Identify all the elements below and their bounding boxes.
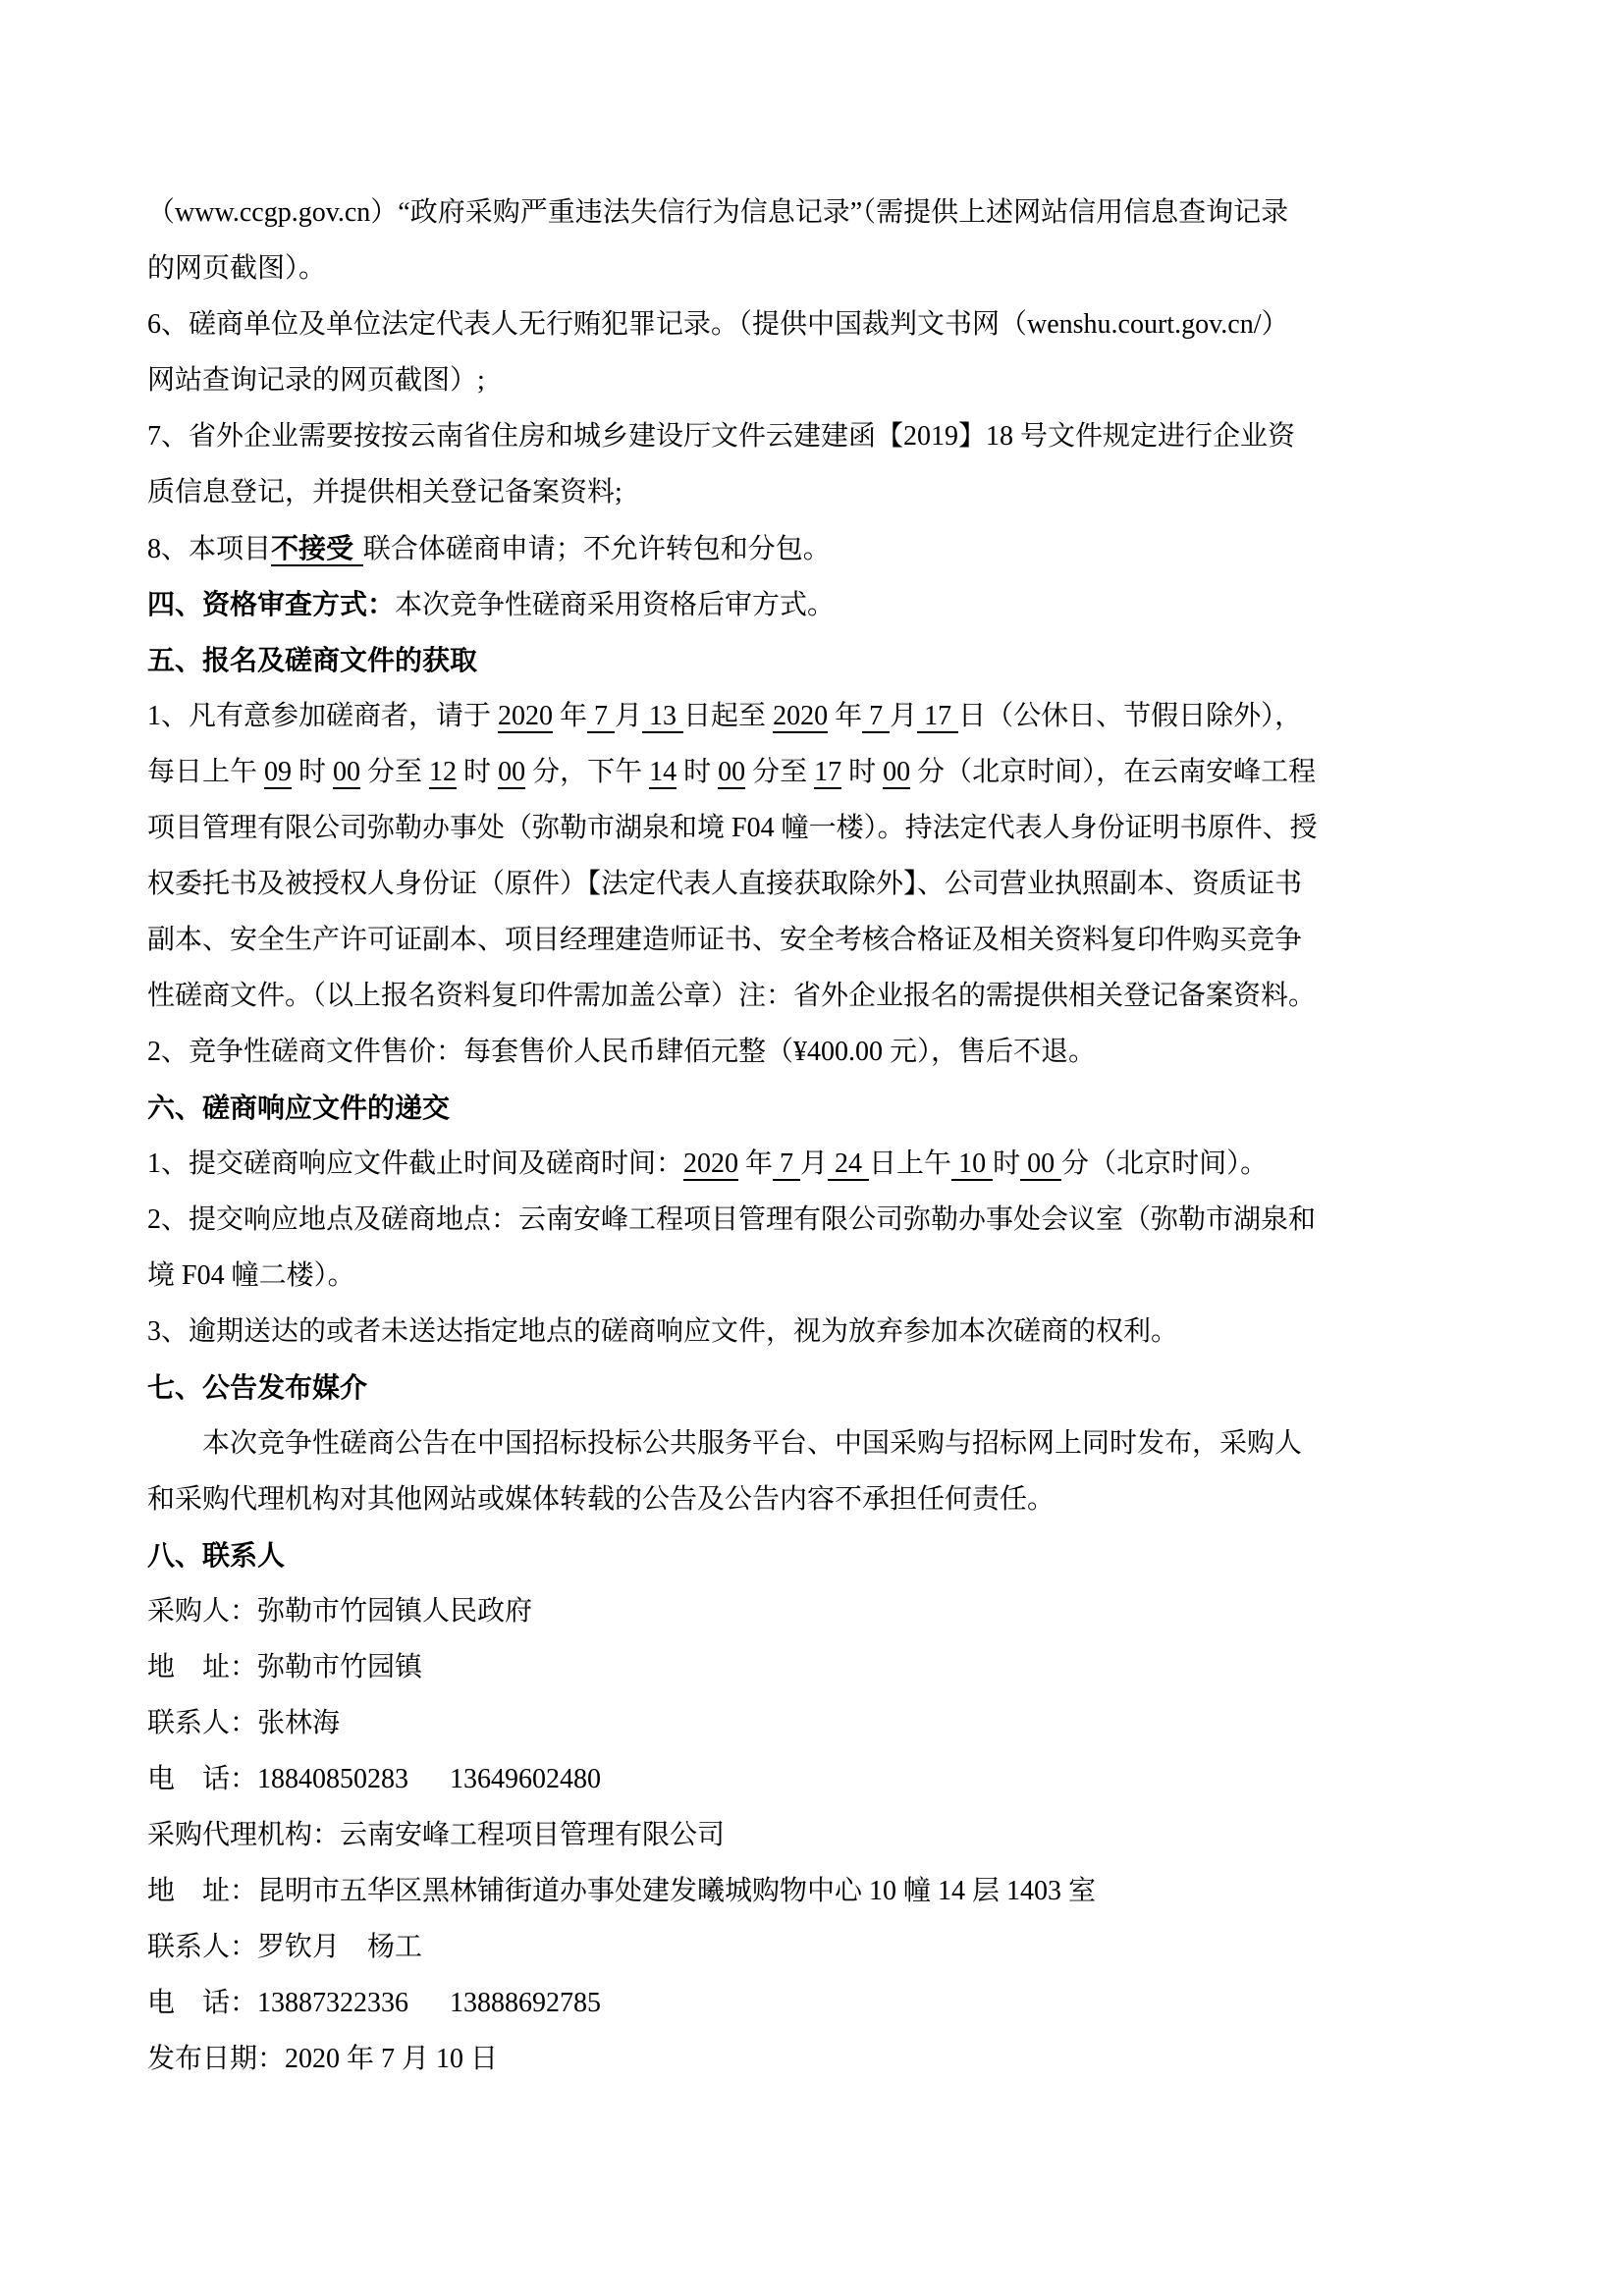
text-segment: 发布日期：2020 年 7 月 10 日 bbox=[147, 2044, 499, 2074]
text-segment: 时 bbox=[292, 757, 334, 787]
text-line bbox=[147, 632, 1487, 688]
text-line bbox=[147, 1975, 1487, 2031]
text-segment: 年 bbox=[738, 1148, 774, 1179]
text-line bbox=[147, 1639, 1487, 1695]
text-segment: 日（公休日、节假日除外）， bbox=[958, 701, 1303, 731]
text-segment: 质信息登记，并提供相关登记备案资料; bbox=[147, 477, 623, 507]
text-segment: 采购代理机构：云南安峰工程项目管理有限公司 bbox=[147, 1820, 726, 1850]
text-segment: 性磋商文件。（以上报名资料复印件需加盖公章）注：省外企业报名的需提供相关登记备案资料。 bbox=[147, 981, 1317, 1011]
text-segment: 网站查询记录的网页截图）; bbox=[147, 365, 485, 396]
underlined-text: 14 bbox=[649, 757, 677, 787]
text-line bbox=[147, 185, 1487, 240]
text-line bbox=[147, 1527, 1487, 1583]
text-segment: 地 址：昆明市五华区黑林铺街道办事处建发曦城购物中心 10 幢 14 层 1403 室 bbox=[147, 1876, 1097, 1906]
text-line bbox=[147, 1304, 1487, 1360]
document-body bbox=[147, 185, 1487, 2087]
text-segment: （www.ccgp.gov.cn）“政府采购严重违法失信行为信息记录”（需提供上述网站信用信息查询记录 bbox=[147, 197, 1289, 228]
text-segment: 时 bbox=[677, 757, 719, 787]
underlined-text: 12 bbox=[429, 757, 458, 787]
text-line bbox=[147, 352, 1487, 408]
bold-text: 五、报名及磋商文件的获取 bbox=[147, 644, 478, 676]
text-segment: 权委托书及被授权人身份证（原件）【法定代表人直接获取除外】、公司营业执照副本、资质证书 bbox=[147, 869, 1303, 899]
text-segment: 1、提交磋商响应文件截止时间及磋商时间： bbox=[147, 1148, 684, 1179]
text-line bbox=[147, 1583, 1487, 1639]
text-segment: 地 址：弥勒市竹园镇 bbox=[147, 1652, 423, 1682]
text-line bbox=[147, 1136, 1487, 1192]
text-line bbox=[147, 240, 1487, 296]
text-segment: 分至 bbox=[745, 757, 815, 787]
underlined-text: 24 bbox=[828, 1148, 870, 1179]
underlined-text: 2020 bbox=[773, 701, 829, 731]
underlined-text: 00 bbox=[498, 757, 526, 787]
text-segment: 8、本项目 bbox=[147, 534, 272, 564]
text-segment: 1、凡有意参加磋商者，请于 bbox=[147, 701, 499, 731]
text-segment: 日上午 bbox=[869, 1148, 952, 1179]
underlined-text: 不接受 bbox=[271, 532, 363, 564]
text-segment: 副本、安全生产许可证副本、项目经理建造师证书、安全考核合格证及相关资料复印件购买竞争 bbox=[147, 925, 1303, 955]
text-segment: 分（北京时间）。 bbox=[1061, 1148, 1269, 1179]
text-line bbox=[147, 968, 1487, 1024]
text-line bbox=[147, 2031, 1487, 2087]
bold-text: 六、磋商响应文件的递交 bbox=[147, 1092, 451, 1124]
text-line bbox=[147, 1919, 1487, 1975]
text-line bbox=[147, 1024, 1487, 1080]
text-line bbox=[147, 408, 1487, 464]
text-segment: 2、提交响应地点及磋商地点：云南安峰工程项目管理有限公司弥勒办事处会议室（弥勒市湖泉和 bbox=[147, 1204, 1317, 1235]
text-segment: 联系人：罗钦月 杨工 bbox=[147, 1932, 423, 1962]
text-line bbox=[147, 856, 1487, 912]
text-segment: 电 话：13887322336 13888692785 bbox=[147, 1988, 602, 2018]
text-segment: 分，下午 bbox=[525, 757, 650, 787]
underlined-text: 2020 bbox=[498, 701, 554, 731]
underlined-text: 00 bbox=[883, 757, 911, 787]
text-line bbox=[147, 1360, 1487, 1415]
text-line bbox=[147, 520, 1487, 576]
text-segment: 2、竞争性磋商文件售价：每套售价人民币肆佰元整（¥400.00 元），售后不退。 bbox=[147, 1037, 1097, 1067]
text-line bbox=[147, 744, 1487, 800]
text-line bbox=[147, 912, 1487, 968]
underlined-text: 7 bbox=[773, 1148, 801, 1179]
bold-text: 七、公告发布媒介 bbox=[147, 1371, 368, 1404]
text-segment: 分（北京时间），在云南安峰工程 bbox=[910, 757, 1317, 787]
text-segment: 本次竞争性磋商采用资格后审方式。 bbox=[395, 590, 836, 620]
text-segment: 联合体磋商申请；不允许转包和分包。 bbox=[362, 534, 831, 564]
text-segment: 分至 bbox=[360, 757, 430, 787]
text-segment: 年 bbox=[828, 701, 863, 731]
text-segment: 和采购代理机构对其他网站或媒体转载的公告及公告内容不承担任何责任。 bbox=[147, 1484, 1056, 1515]
underlined-text: 00 bbox=[718, 757, 746, 787]
text-segment: 年 bbox=[553, 701, 588, 731]
text-segment: 月 bbox=[890, 701, 918, 731]
text-segment: 时 bbox=[993, 1148, 1021, 1179]
text-line bbox=[147, 296, 1487, 352]
text-segment: 月 bbox=[800, 1148, 829, 1179]
bold-text: 八、联系人 bbox=[147, 1539, 286, 1572]
bold-text: 四、资格审查方式： bbox=[147, 588, 396, 620]
text-segment: 月 bbox=[615, 701, 643, 731]
underlined-text: 13 bbox=[642, 701, 684, 731]
text-line bbox=[147, 800, 1487, 856]
text-line bbox=[147, 1695, 1487, 1751]
underlined-text: 09 bbox=[264, 757, 293, 787]
text-segment: 的网页截图）。 bbox=[147, 253, 327, 284]
underlined-text: 10 bbox=[951, 1148, 994, 1179]
text-line bbox=[147, 1751, 1487, 1807]
underlined-text: 7 bbox=[587, 701, 616, 731]
text-line bbox=[147, 1471, 1487, 1527]
underlined-text: 00 bbox=[333, 757, 361, 787]
text-line bbox=[147, 1080, 1487, 1136]
text-segment: 7、省外企业需要按按云南省住房和城乡建设厅文件云建建函【2019】18 号文件规定进行企业资 bbox=[147, 421, 1296, 452]
text-segment: 时 bbox=[457, 757, 499, 787]
text-line bbox=[147, 576, 1487, 632]
text-segment: 联系人：张林海 bbox=[147, 1708, 341, 1738]
text-segment: 境 F04 幢二楼）。 bbox=[147, 1260, 355, 1291]
text-segment: 项目管理有限公司弥勒办事处（弥勒市湖泉和境 F04 幢一楼）。持法定代表人身份证明书原件、授 bbox=[147, 813, 1318, 843]
underlined-text: 2020 bbox=[683, 1148, 739, 1179]
text-segment: 电 话：18840850283 13649602480 bbox=[147, 1764, 602, 1794]
text-segment: 本次竞争性磋商公告在中国招标投标公共服务平台、中国采购与招标网上同时发布，采购人 bbox=[202, 1428, 1303, 1459]
underlined-text: 17 bbox=[917, 701, 959, 731]
text-line bbox=[147, 1415, 1487, 1471]
text-segment: 采购人：弥勒市竹园镇人民政府 bbox=[147, 1596, 533, 1627]
text-segment: 每日上午 bbox=[147, 757, 265, 787]
text-line bbox=[147, 1248, 1487, 1304]
underlined-text: 00 bbox=[1020, 1148, 1062, 1179]
text-line bbox=[147, 464, 1487, 520]
text-line bbox=[147, 1192, 1487, 1248]
underlined-text: 17 bbox=[814, 757, 842, 787]
text-line bbox=[147, 1863, 1487, 1919]
text-segment: 3、逾期送达的或者未送达指定地点的磋商响应文件，视为放弃参加本次磋商的权利。 bbox=[147, 1316, 1179, 1347]
underlined-text: 7 bbox=[862, 701, 891, 731]
text-segment: 日起至 bbox=[683, 701, 774, 731]
text-line bbox=[147, 688, 1487, 744]
text-segment: 时 bbox=[841, 757, 884, 787]
text-line bbox=[147, 1807, 1487, 1863]
text-segment: 6、磋商单位及单位法定代表人无行贿犯罪记录。（提供中国裁判文书网（wenshu.court.gov.cn/） bbox=[147, 309, 1289, 340]
